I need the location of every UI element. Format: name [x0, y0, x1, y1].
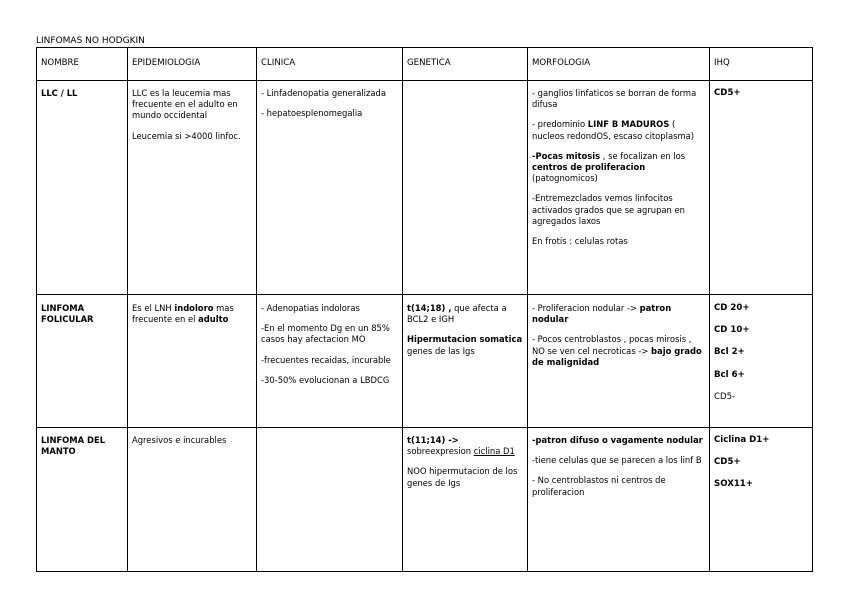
text-run-bold: LINF B MADUROS	[587, 119, 670, 130]
cell-genetica	[403, 428, 528, 572]
text-run-bold: Hipermutacion somatica	[407, 334, 523, 345]
text-line: - hepatoesplenomegalia	[261, 108, 363, 119]
lymphoma-table	[36, 47, 813, 572]
text-line: Agresivos e incurables	[132, 435, 227, 445]
text-line: Leucemia si >4000 linfoc.	[132, 130, 241, 141]
cell-nombre	[37, 428, 128, 572]
text-run-bold: -Pocas mitosis	[532, 150, 601, 161]
text-line	[532, 119, 705, 141]
marker: CD5+	[714, 457, 741, 468]
text-run-bold: centros de proliferacion	[532, 162, 646, 173]
marker: CD 10+	[714, 325, 750, 336]
text-line	[407, 334, 523, 356]
cell-ihq	[710, 81, 813, 295]
marker: CD5-	[714, 391, 736, 402]
header-epidemiologia: EPIDEMIOLOGIA	[128, 48, 257, 81]
cell-morfologia	[528, 295, 710, 428]
text-line: - Linfadenopatia generalizada	[261, 88, 386, 98]
text-run: Es el LNH	[132, 303, 175, 313]
cell-epidemiologia	[128, 295, 257, 428]
text-run-bold: adulto	[198, 314, 229, 325]
text-run: (patognomicos)	[532, 173, 598, 184]
cell-nombre	[37, 81, 128, 295]
cell-epidemiologia	[128, 428, 257, 572]
text-run-underline: ciclina D1	[473, 446, 515, 457]
cell-nombre	[37, 295, 128, 428]
text-line: -tiene celulas que se parecen a los linf B	[532, 455, 702, 466]
cell-epidemiologia	[128, 81, 257, 295]
cell-clinica	[257, 81, 403, 295]
document-title: LINFOMAS NO HODGKIN	[36, 36, 145, 46]
text-run: ( nucleos redondOS, escaso citoplasma)	[532, 119, 694, 141]
text-run: genes de las Igs	[407, 345, 475, 356]
cell-ihq	[710, 295, 813, 428]
cell-morfologia	[528, 428, 710, 572]
text-line: - Adenopatias indoloras	[261, 303, 360, 313]
text-run-bold: t(11;14) ->	[407, 435, 459, 445]
marker: SOX11+	[714, 479, 753, 490]
text-line	[132, 303, 252, 325]
row-name: LINFOMA DEL MANTO	[41, 435, 106, 457]
row-name: LINFOMA FOLICULAR	[41, 303, 94, 325]
marker: Bcl 6+	[714, 369, 745, 380]
text-line: -30-50% evolucionan a LBDCG	[261, 374, 390, 385]
text-line	[532, 151, 705, 185]
text-line	[407, 303, 523, 325]
cell-clinica	[257, 428, 403, 572]
text-line: -En el momento Dg en un 85% casos hay afectacion MO	[261, 323, 390, 345]
cell-morfologia	[528, 81, 710, 295]
text-line: - ganglios linfaticos se borran de forma difusa	[532, 88, 697, 110]
header-morfologia: MORFOLOGIA	[528, 48, 710, 81]
marker: CD 20+	[714, 303, 750, 313]
header-ihq: IHQ	[710, 48, 813, 81]
text-line: - No centroblastos ni centros de proliferacion	[532, 475, 666, 497]
table-row	[37, 81, 813, 295]
text-run-bold: bajo grado de malignidad	[532, 345, 702, 367]
text-line	[407, 435, 523, 457]
header-genetica: GENETICA	[403, 48, 528, 81]
marker: CD5+	[714, 88, 741, 98]
header-nombre: NOMBRE	[37, 48, 128, 81]
text-run-bold: -patron difuso o vagamente nodular	[532, 435, 703, 445]
marker: Ciclina D1+	[714, 435, 770, 445]
cell-clinica	[257, 295, 403, 428]
text-run-bold: indoloro	[174, 303, 214, 313]
text-run: sobreexpresion	[407, 446, 474, 457]
table-row	[37, 295, 813, 428]
header-clinica: CLINICA	[257, 48, 403, 81]
text-run: mas frecuente en el	[132, 303, 234, 325]
header-row	[37, 48, 813, 81]
text-line: -Entremezclados vemos linfocitos activados grados que se agrupan en agregados laxos	[532, 193, 685, 226]
text-line: NOO hipermutacion de los genes de Igs	[407, 466, 518, 488]
text-run: - predominio	[532, 119, 588, 130]
text-run-bold: patron nodular	[532, 303, 672, 325]
text-run: - Pocos centroblastos , pocas mirosis , NO se ven cel necroticas ->	[532, 334, 692, 356]
text-run: que afecta a BCL2 e IGH	[407, 303, 507, 325]
table-row	[37, 428, 813, 572]
text-run: - Proliferacion nodular ->	[532, 303, 640, 313]
text-line: En frotis : celulas rotas	[532, 236, 628, 247]
cell-genetica	[403, 295, 528, 428]
cell-genetica	[403, 81, 528, 295]
text-line: -frecuentes recaidas, incurable	[261, 354, 391, 365]
text-line: LLC es la leucemia mas frecuente en el adulto en mundo occidental	[132, 88, 238, 121]
text-run: , se focalizan en los	[600, 150, 686, 161]
text-line	[532, 303, 705, 325]
row-name: LLC / LL	[41, 88, 78, 98]
text-line	[532, 435, 705, 446]
cell-ihq	[710, 428, 813, 572]
text-line	[532, 334, 705, 368]
text-run-bold: t(14;18) ,	[407, 303, 452, 313]
marker: Bcl 2+	[714, 347, 745, 358]
